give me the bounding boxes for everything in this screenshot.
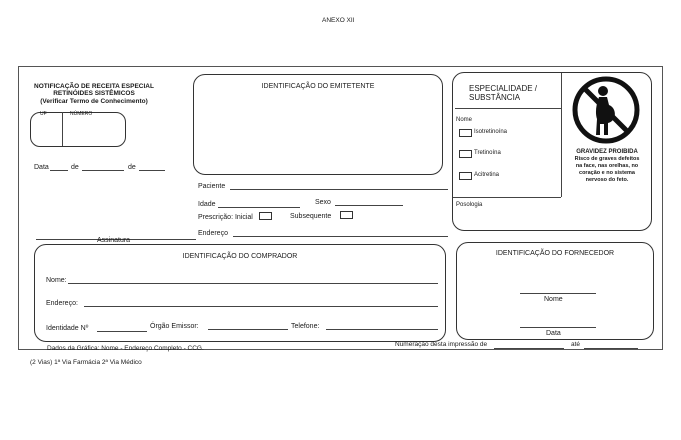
subsequent-checkbox[interactable] (340, 211, 353, 219)
uf-label: UF (40, 111, 47, 117)
buyer-id-field[interactable] (97, 331, 147, 332)
warning-line-3: coração e no sistema (579, 170, 635, 176)
subsequent-label: Subsequente (290, 213, 332, 220)
buyer-phone-field[interactable] (326, 329, 438, 330)
supplier-title: IDENTIFICAÇÃO DO FORNECEDOR (495, 250, 615, 257)
copies-note: (2 Vias) 1ª Via Farmácia 2ª Via Médico (30, 359, 142, 366)
notification-title: NOTIFICAÇÃO DE RECEITA ESPECIAL (34, 83, 154, 90)
supplier-date-field[interactable] (520, 327, 596, 328)
notification-subtitle: RETINÓIDES SISTÊMICOS (53, 90, 135, 97)
number-label: NÚMERO (70, 111, 93, 117)
sex-label: Sexo (315, 199, 331, 206)
sex-field[interactable] (335, 205, 403, 206)
warning-line-2: na face, nas orelhas, no (575, 163, 639, 169)
buyer-phone-label: Telefone: (291, 323, 320, 330)
acitretin-label: Acitretina (474, 172, 500, 178)
posology-divider (453, 197, 561, 198)
age-field[interactable] (218, 207, 300, 208)
age-label: Idade (198, 201, 216, 208)
patient-label: Paciente (198, 183, 226, 190)
numbering-until-label: até (571, 341, 581, 348)
buyer-id-label: Identidade Nº (46, 325, 89, 332)
warning-line-1: Risco de graves defeitos (574, 156, 640, 162)
initial-checkbox[interactable] (259, 212, 272, 220)
address-label: Endereço (198, 230, 228, 237)
warning-title: GRAVIDEZ PROIBIDA (576, 149, 638, 155)
uf-divider (62, 112, 63, 146)
isotretinoin-label: Isotretinoína (474, 129, 508, 135)
date-label: Data (34, 164, 49, 171)
warning-line-4: nervoso do feto. (585, 177, 629, 183)
address-field[interactable] (233, 236, 448, 237)
date-day-field[interactable] (50, 170, 68, 171)
date-month-field[interactable] (82, 170, 124, 171)
specialty-rule (455, 108, 561, 109)
buyer-address-label: Endereço: (46, 300, 78, 307)
supplier-date-label: Data (546, 330, 561, 337)
tretinoin-checkbox[interactable] (459, 150, 472, 158)
patient-field[interactable] (230, 189, 448, 190)
tretinoin-label: Tretinoína (474, 150, 501, 156)
posology-label: Posologia (456, 202, 483, 208)
buyer-address-field[interactable] (84, 306, 438, 307)
isotretinoin-checkbox[interactable] (459, 129, 472, 137)
notification-instruction: (Verificar Termo de Conhecimento) (40, 98, 148, 105)
date-year-field[interactable] (139, 170, 165, 171)
prescription-label: Prescrição: Inicial (198, 214, 253, 221)
specialty-title: ESPECIALIDADE / (469, 84, 538, 93)
no-pregnancy-icon (571, 75, 641, 145)
numbering-to-field[interactable] (584, 348, 638, 349)
buyer-title: IDENTIFICAÇÃO DO COMPRADOR (182, 253, 298, 260)
emitter-title: IDENTIFICAÇÃO DO EMITETENTE (261, 83, 375, 90)
buyer-name-field[interactable] (68, 283, 438, 284)
supplier-name-label: Nome (544, 296, 563, 303)
buyer-name-label: Nome: (46, 277, 67, 284)
signature-label: Assinatura (97, 237, 131, 244)
date-sep-1: de (71, 164, 79, 171)
acitretin-checkbox[interactable] (459, 172, 472, 180)
annex-title: ANEXO XII (322, 17, 355, 24)
numbering-label: Numeração desta impressão de (395, 341, 488, 348)
substance-title: SUBSTÂNCIA (469, 93, 521, 102)
printer-data: Dados da Gráfica: Nome - Endereço Completo - CCG. (47, 345, 204, 352)
supplier-name-field[interactable] (520, 293, 596, 294)
buyer-issuer-field[interactable] (208, 329, 288, 330)
uf-number-box (30, 112, 126, 147)
name-label: Nome (456, 117, 473, 123)
buyer-issuer-label: Órgão Emissor: (150, 323, 199, 330)
date-sep-2: de (128, 164, 136, 171)
numbering-from-field[interactable] (494, 348, 564, 349)
